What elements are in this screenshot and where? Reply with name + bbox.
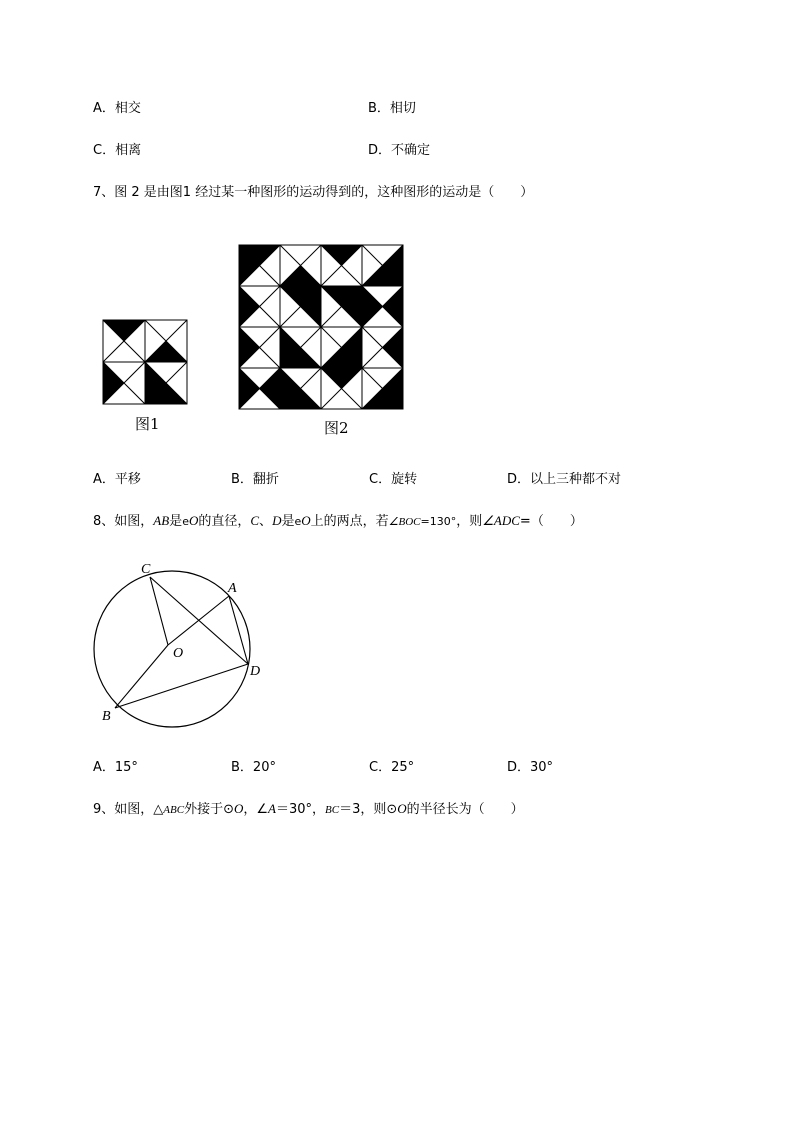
q8-o-2: O	[301, 513, 311, 528]
q8-option-d: D．30°	[507, 760, 554, 775]
circle-symbol-2: e	[294, 515, 302, 528]
q8-d: D	[272, 513, 282, 528]
q6-option-c: C．相离	[93, 143, 142, 158]
q8-diameter-text: 的直径，	[198, 514, 251, 529]
q6-option-d: D．不确定	[368, 143, 431, 158]
q8-points-text: 上的两点，若	[310, 514, 389, 529]
segment-oa	[168, 596, 229, 645]
q9-bc: BC	[325, 804, 340, 816]
q7-option-b: B．翻折	[231, 472, 279, 487]
q8-is-2: 是	[281, 514, 295, 529]
q9-t1: 外接于⊙	[184, 802, 234, 817]
segment-bo	[115, 645, 168, 708]
q8-prefix: 8、如图，	[93, 514, 154, 529]
q7-question: 7、图 2 是由图1 经过某一种图形的运动得到的，这种图形的运动是（ ）	[93, 185, 534, 200]
q7-option-d: D．以上三种都不对	[507, 472, 622, 487]
q6-option-a: A．相交	[93, 101, 141, 116]
circle-o	[94, 571, 250, 727]
q9-o2: O	[397, 801, 407, 816]
q9-t3: ＝30°，	[275, 802, 326, 817]
q9-prefix: 9、如图，△	[93, 802, 164, 817]
q9-a: A	[268, 801, 276, 816]
q8-o: O	[188, 513, 199, 528]
q8-angle-boc: ∠BOC	[388, 516, 421, 528]
q9-o1: O	[233, 801, 244, 816]
q8-angle-value: =130°	[420, 515, 457, 528]
q8-then: ，则	[456, 514, 483, 529]
label-a: A	[228, 581, 237, 596]
q8-is: 是	[169, 514, 183, 529]
segment-co	[150, 577, 168, 645]
q9-t4: ＝3，则⊙	[339, 802, 398, 817]
q8-ab: AB	[153, 513, 170, 528]
q8-option-b: B．20°	[231, 760, 276, 775]
segment-ad	[229, 596, 248, 664]
q9-abc: ABC	[163, 804, 185, 816]
fig2-caption: 图2	[324, 419, 349, 437]
q8-c: C	[250, 513, 260, 528]
label-c: C	[141, 562, 151, 577]
label-d: D	[250, 664, 261, 679]
q9-t2: ，∠	[243, 802, 269, 817]
label-o: O	[173, 646, 184, 661]
q8-option-a: A．15°	[93, 760, 138, 775]
q8-equals: =（ ）	[519, 514, 583, 529]
q7-option-c: C．旋转	[369, 472, 418, 487]
circle-symbol: e	[182, 515, 189, 528]
q8-angle-adc: ∠ADC	[482, 513, 520, 528]
q6-option-b: B．相切	[368, 101, 416, 116]
segment-bd	[115, 664, 248, 708]
q7-option-a: A．平移	[93, 472, 141, 487]
label-b: B	[102, 709, 111, 724]
q9-question	[93, 801, 524, 818]
fig1-caption: 图1	[135, 415, 160, 433]
q8-option-c: C．25°	[369, 760, 415, 775]
q8-sep: 、	[259, 514, 273, 529]
q9-t5: 的半径长为（ ）	[406, 802, 524, 817]
